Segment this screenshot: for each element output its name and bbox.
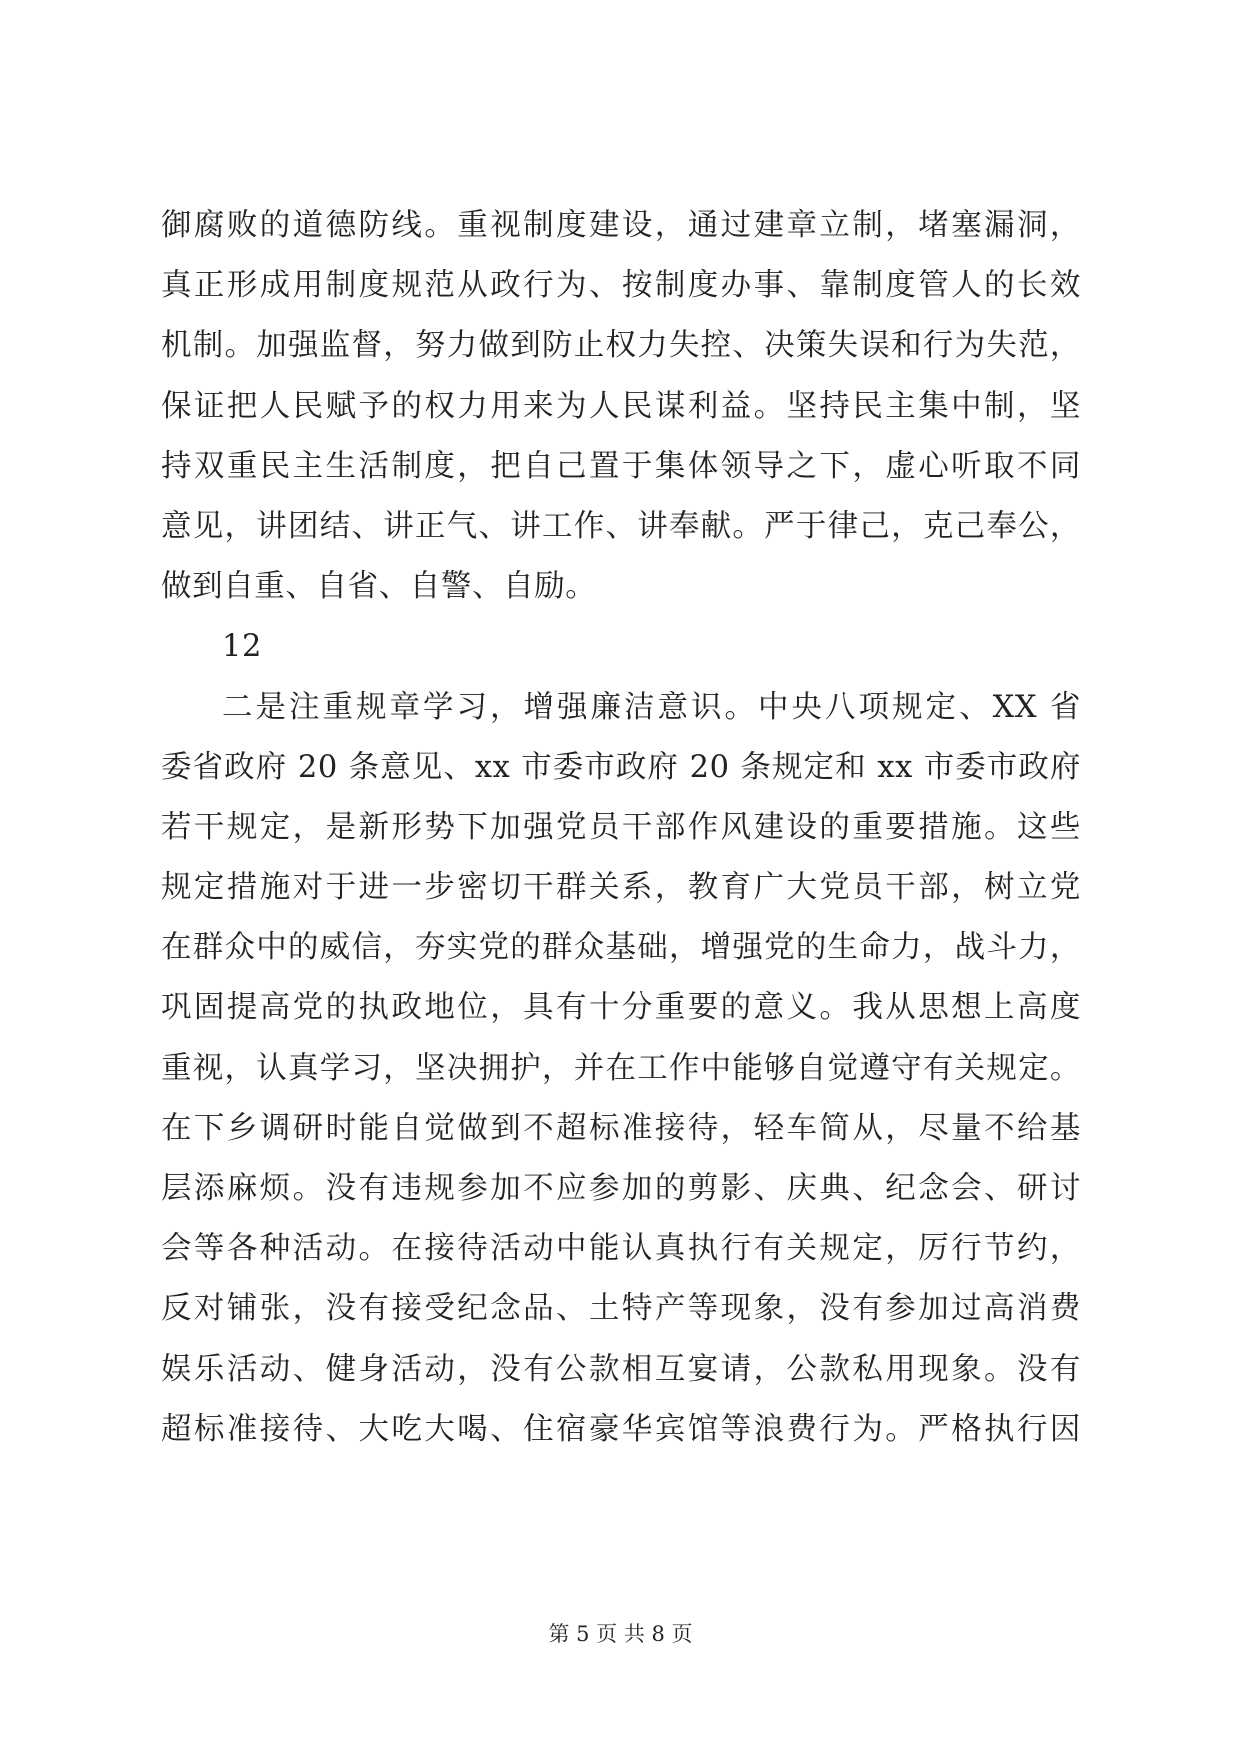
text-line: 超标准接待、大吃大喝、住宿豪华宾馆等浪费行为。严格执行因 [161, 1411, 1081, 1447]
text-line: 重视，认真学习，坚决拥护，并在工作中能够自觉遵守有关规定。 [161, 1050, 1081, 1086]
text-line: 二是注重规章学习，增强廉洁意识。中央八项规定、XX 省 [222, 689, 1081, 725]
text-line: 娱乐活动、健身活动，没有公款相互宴请，公款私用现象。没有 [161, 1351, 1081, 1387]
text-line: 御腐败的道德防线。重视制度建设，通过建章立制，堵塞漏洞， [161, 208, 1081, 243]
text-line: 真正形成用制度规范从政行为、按制度办事、靠制度管人的长效 [161, 268, 1081, 304]
document-body [161, 196, 1081, 1460]
text-line: 做到自重、自省、自警、自励。 [161, 569, 597, 605]
text-line: 层添麻烦。没有违规参加不应参加的剪影、庆典、纪念会、研讨 [161, 1171, 1081, 1206]
text-line: 规定措施对于进一步密切干群关系，教育广大党员干部，树立党 [161, 870, 1081, 906]
text-line: 会等各种活动。在接待活动中能认真执行有关规定，厉行节约， [161, 1231, 1081, 1267]
page-footer: 第 5 页 共 8 页 [548, 1622, 693, 1646]
text-line: 机制。加强监督，努力做到防止权力失控、决策失误和行为失范， [161, 328, 1081, 364]
text-line: 意见，讲团结、讲正气、讲工作、讲奉献。严于律己，克己奉公， [161, 508, 1081, 544]
text-line: 委省政府 20 条意见、xx 市委市政府 20 条规定和 xx 市委市政府 [161, 749, 1081, 785]
text-line: 在群众中的威信，夯实党的群众基础，增强党的生命力，战斗力， [161, 930, 1081, 966]
text-line: 12 [222, 629, 263, 665]
text-line: 反对铺张，没有接受纪念品、土特产等现象，没有参加过高消费 [161, 1291, 1081, 1327]
text-line: 持双重民主生活制度，把自己置于集体领导之下，虚心听取不同 [161, 448, 1081, 484]
text-line: 若干规定，是新形势下加强党员干部作风建设的重要措施。这些 [161, 809, 1081, 845]
text-line: 保证把人民赋予的权力用来为人民谋利益。坚持民主集中制，坚 [161, 388, 1081, 424]
text-line: 在下乡调研时能自觉做到不超标准接待，轻车简从，尽量不给基 [161, 1110, 1081, 1146]
text-line: 巩固提高党的执政地位，具有十分重要的意义。我从思想上高度 [161, 990, 1081, 1026]
